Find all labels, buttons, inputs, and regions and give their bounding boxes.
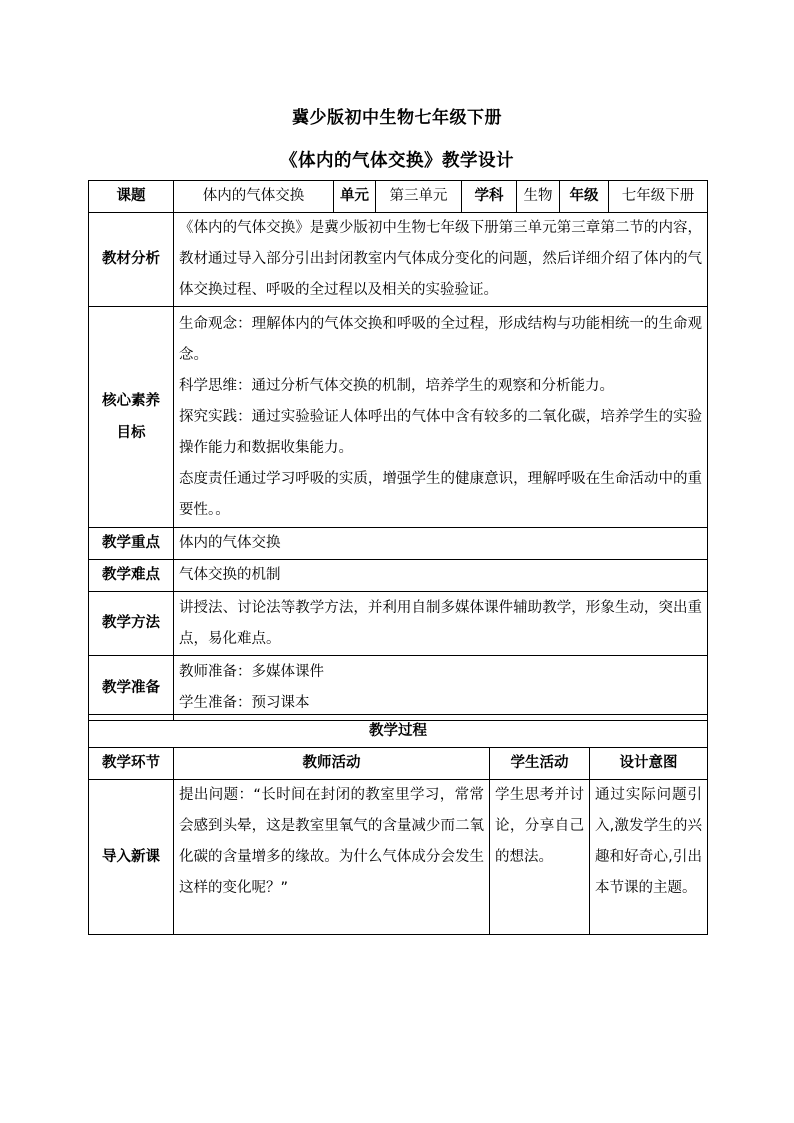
column-header-stage: 教学环节 [89, 748, 174, 780]
difficulty-label: 教学难点 [89, 560, 174, 592]
unit-label: 单元 [334, 181, 376, 213]
design-intent-cell [590, 780, 708, 935]
column-header-student: 学生活动 [490, 748, 590, 780]
student-activity-cell [490, 780, 590, 935]
analysis-paragraph: 《体内的气体交换》是冀少版初中生物七年级下册第三单元第三章第二节的内容，教材通过导入部分引出封闭教室内气体成分变化的问题，然后详细介绍了体内的气体交换过程、呼吸的全过程以及相关的实验验证。 [179, 220, 702, 298]
core-label-line-2: 目标 [116, 425, 146, 441]
teacher-activity-cell [174, 780, 490, 935]
subject-label: 学科 [462, 181, 517, 213]
table-row [89, 780, 708, 935]
student-activity-text: 学生思考并讨论，分享自己的想法。 [495, 787, 584, 865]
method-label: 教学方法 [89, 592, 174, 656]
info-table [88, 180, 708, 721]
key-value: 体内的气体交换 [174, 528, 708, 560]
prep-label: 教学准备 [89, 656, 174, 721]
core-item: 探究实践：通过实验验证人体呼出的气体中含有较多的二氧化碳，培养学生的实验操作能力和数据收集能力。 [179, 408, 702, 456]
core-item: 生命观念：理解体内的气体交换和呼吸的全过程，形成结构与功能相统一的生命观念。 [179, 315, 702, 363]
core-item: 科学思维：通过分析气体交换的机制，培养学生的观察和分析能力。 [179, 377, 614, 394]
grade-label: 年级 [560, 181, 609, 213]
unit-value: 第三单元 [376, 181, 462, 213]
process-title: 教学过程 [89, 715, 708, 748]
analysis-text [174, 213, 708, 307]
stage-cell: 导入新课 [89, 780, 174, 935]
analysis-label: 教材分析 [89, 213, 174, 307]
grade-value: 七年级下册 [609, 181, 708, 213]
process-table [88, 714, 708, 935]
subject-value: 生物 [517, 181, 560, 213]
difficulty-value: 气体交换的机制 [174, 560, 708, 592]
teacher-activity-text: 提出问题：“长时间在封闭的教室里学习，常常会感到头晕，这是教室里氧气的含量减少而二氧化碳的含量增多的缘故。为什么气体成分会发生这样的变化呢？” [179, 787, 484, 896]
key-label: 教学重点 [89, 528, 174, 560]
column-header-teacher: 教师活动 [174, 748, 490, 780]
prep-teacher: 教师准备：多媒体课件 [179, 664, 324, 680]
core-item: 态度责任通过学习呼吸的实质，增强学生的健康意识，理解呼吸在生命活动中的重要性。。 [179, 470, 702, 518]
prep-text [174, 656, 708, 721]
core-label [89, 307, 174, 528]
prep-student: 学生准备：预习课本 [179, 695, 310, 711]
method-paragraph: 讲授法、讨论法等教学方法，并利用自制多媒体课件辅助教学，形象生动，突出重点，易化难点。 [179, 599, 702, 647]
document-title: 冀少版初中生物七年级下册 [292, 108, 502, 128]
document-subtitle: 《体内的气体交换》教学设计 [280, 151, 514, 171]
design-intent-text: 通过实际问题引入,激发学生的兴趣和好奇心,引出本节课的主题。 [595, 787, 702, 896]
core-goals [174, 307, 708, 528]
column-header-intent: 设计意图 [590, 748, 708, 780]
topic-value: 体内的气体交换 [174, 181, 334, 213]
core-label-line-1: 核心素养 [102, 393, 160, 409]
method-text [174, 592, 708, 656]
topic-label: 课题 [89, 181, 174, 213]
